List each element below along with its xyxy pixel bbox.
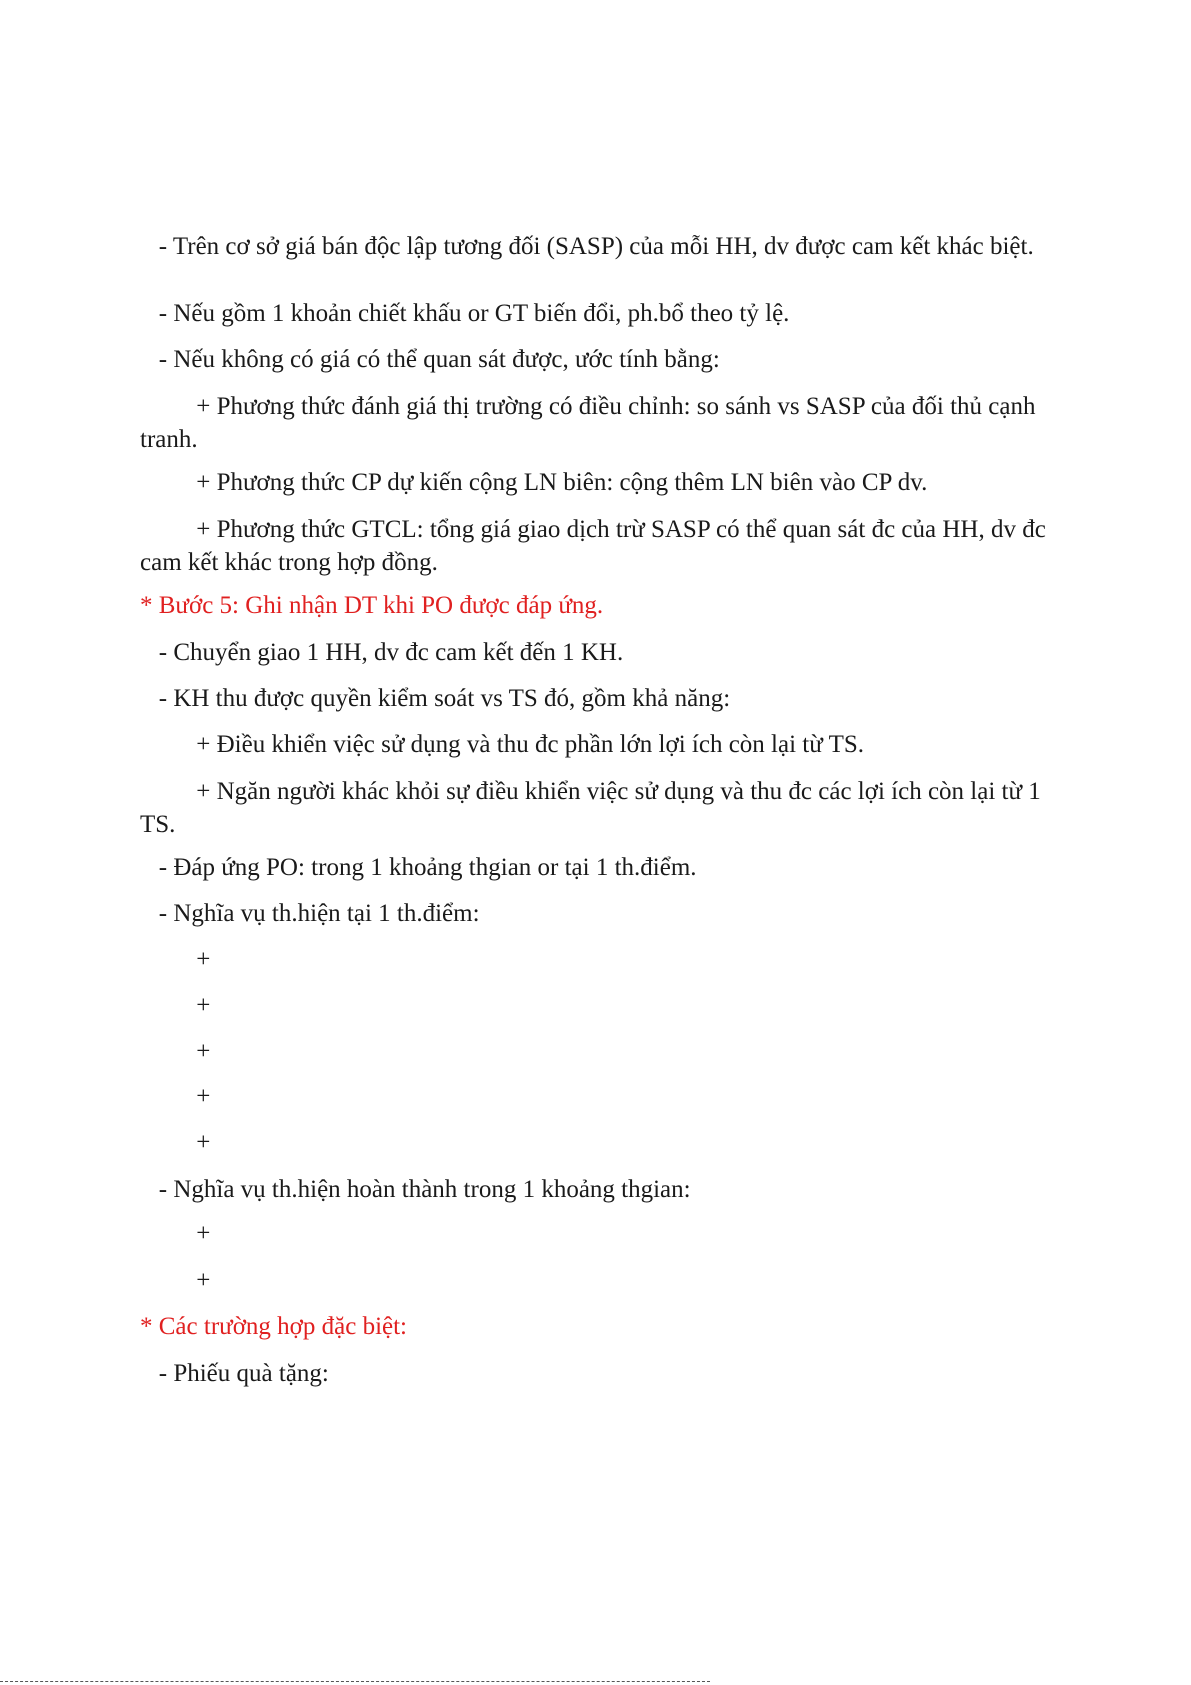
bullet-empty: + [140,992,211,1019]
footer-divider [0,1681,710,1682]
paragraph-discount-allocation: - Nếu gồm 1 khoản chiết khấu or GT biến đổi, ph.bổ theo tỷ lệ. [140,300,790,327]
bullet-empty: + [140,1129,211,1156]
paragraph-gift-voucher: - Phiếu quà tặng: [140,1360,329,1387]
paragraph-satisfy-po: - Đáp ứng PO: trong 1 khoảng thgian or tại 1 th.điểm. [140,854,697,881]
bullet-empty: + [140,1267,211,1294]
bullet-empty: + [140,1220,211,1247]
paragraph-direct-use: + Điều khiển việc sử dụng và thu đc phần lớn lợi ích còn lại từ TS. [140,731,865,758]
paragraph-no-observable-price: - Nếu không có giá có thể quan sát được, ước tính bằng: [140,346,720,373]
paragraph-point-in-time: - Nghĩa vụ th.hiện tại 1 th.điểm: [140,900,480,927]
paragraph-control: - KH thu được quyền kiểm soát vs TS đó, gồm khả năng: [140,685,731,712]
bullet-empty: + [140,1083,211,1110]
paragraph-prevent-others: + Ngăn người khác khỏi sự điều khiển việc sử dụng và thu đc các lợi ích còn lại từ 1 TS. [140,778,1047,838]
heading-special-cases: * Các trường hợp đặc biệt: [140,1313,408,1340]
paragraph-over-time: - Nghĩa vụ th.hiện hoàn thành trong 1 khoảng thgian: [140,1176,691,1203]
paragraph-transfer: - Chuyển giao 1 HH, dv đc cam kết đến 1 KH. [140,639,624,666]
paragraph-market-assessment: + Phương thức đánh giá thị trường có điều chỉnh: so sánh vs SASP của đối thủ cạnh tranh. [140,393,1042,453]
paragraph-cost-plus-margin: + Phương thức CP dự kiến cộng LN biên: cộng thêm LN biên vào CP dv. [140,469,928,496]
paragraph-residual-approach: + Phương thức GTCL: tổng giá giao dịch trừ SASP có thể quan sát đc của HH, dv đc cam kết khác trong hợp đồng. [140,516,1053,576]
heading-step-5: * Bước 5: Ghi nhận DT khi PO được đáp ứng. [140,592,604,619]
bullet-empty: + [140,946,211,973]
bullet-empty: + [140,1038,211,1065]
paragraph-sasp-basis: - Trên cơ sở giá bán độc lập tương đối (SASP) của mỗi HH, dv được cam kết khác biệt. [140,233,1034,260]
